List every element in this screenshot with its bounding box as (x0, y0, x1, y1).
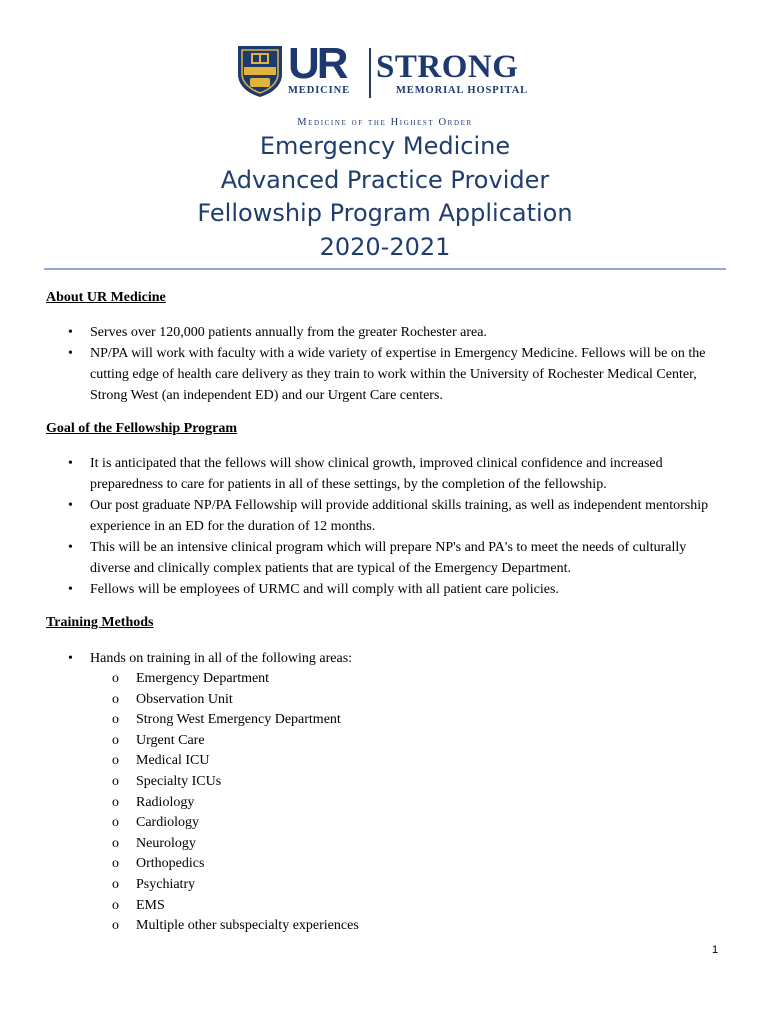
list-item (46, 343, 726, 406)
title-line: 2020-2021 (319, 232, 451, 261)
list-item-text: Our post graduate NP/PA Fellowship will provide additional skills training, as well as independent mentorship experience in an ED for the duration of 12 months. (90, 498, 709, 534)
list-item-text: This will be an intensive clinical program which will prepare NP's and PA's to meet the needs of culturally diverse and clinically complex patients that are typical of the Emergency Department. (90, 540, 687, 576)
training-list (46, 648, 726, 937)
training-area-text: EMS (136, 897, 165, 913)
training-area-text: Specialty ICUs (136, 773, 222, 789)
sub-bullet-icon: o (112, 815, 119, 831)
university-shield-icon (236, 44, 284, 98)
sub-bullet-icon: o (112, 835, 119, 851)
bullet-icon: • (68, 582, 73, 597)
bullet-icon: • (68, 325, 73, 340)
logo-divider (369, 48, 371, 98)
bullet-icon: • (68, 456, 73, 471)
logo-medicine-text: MEDICINE (288, 85, 351, 96)
training-area-text: Orthopedics (136, 856, 205, 872)
sub-bullet-icon: o (112, 712, 119, 728)
list-item-text: It is anticipated that the fellows will show clinical growth, improved clinical confidence and increased preparedness to care for patients in all of these settings, by the completion of the fellowship. (90, 456, 663, 492)
document-title (0, 130, 770, 264)
sub-bullet-icon: o (112, 794, 119, 810)
training-heading: Training Methods (46, 615, 154, 630)
training-area-text: Cardiology (136, 815, 199, 831)
training-area-item (90, 813, 726, 834)
logo-strong-text: STRONG (376, 49, 519, 85)
list-item (46, 579, 726, 600)
training-area-item (90, 772, 726, 793)
title-line: Emergency Medicine (259, 132, 511, 160)
logo-hospital-text: MEMORIAL HOSPITAL (396, 85, 529, 96)
training-area-text: Urgent Care (136, 732, 205, 748)
bullet-icon: • (68, 651, 73, 666)
training-area-text: Radiology (136, 794, 195, 810)
title-divider (44, 268, 726, 270)
title-line: Advanced Practice Provider (220, 165, 550, 194)
sub-bullet-icon: o (112, 856, 119, 872)
training-area-text: Observation Unit (136, 691, 233, 707)
about-heading: About UR Medicine (46, 290, 166, 305)
list-item-text: Hands on training in all of the following areas: (90, 651, 353, 666)
sub-bullet-icon: o (112, 671, 119, 686)
sub-bullet-icon: o (112, 691, 119, 707)
training-area-item (90, 731, 726, 752)
training-area-item (90, 896, 726, 917)
training-area-text: Multiple other subspecialty experiences (136, 918, 359, 934)
training-area-item (90, 751, 726, 772)
training-area-text: Emergency Department (136, 671, 270, 686)
training-area-text: Neurology (136, 835, 196, 851)
list-item (46, 495, 726, 537)
training-area-item (90, 834, 726, 855)
training-areas-list (90, 669, 726, 937)
sub-bullet-icon: o (112, 753, 119, 769)
list-item (46, 453, 726, 495)
logo-tagline: Medicine of the Highest Order (297, 117, 473, 128)
bullet-icon: • (68, 498, 73, 513)
list-item (46, 648, 726, 937)
training-area-item (90, 916, 726, 937)
bullet-icon: • (68, 346, 73, 361)
list-item-text: Fellows will be employees of URMC and will comply with all patient care policies. (90, 582, 559, 597)
bullet-icon: • (68, 540, 73, 555)
training-area-text: Medical ICU (136, 753, 210, 769)
sub-bullet-icon: o (112, 897, 119, 913)
goal-list (46, 453, 726, 600)
training-area-text: Psychiatry (136, 876, 196, 892)
page-number: 1 (712, 944, 719, 956)
training-area-item (90, 854, 726, 875)
list-item-text: NP/PA will work with faculty with a wide variety of expertise in Emergency Medicine. Fellows will be on the cutting edge of health care delivery as they train to work within the University of Rochester Medical Center, Strong West (an independent ED) and our Urgent Care centers. (90, 346, 706, 403)
sub-bullet-icon: o (112, 732, 119, 748)
list-item (46, 537, 726, 579)
about-list (46, 322, 726, 406)
training-area-item (90, 669, 726, 690)
sub-bullet-icon: o (112, 876, 119, 892)
training-area-text: Strong West Emergency Department (136, 712, 341, 728)
sub-bullet-icon: o (112, 918, 119, 934)
list-item-text: Serves over 120,000 patients annually from the greater Rochester area. (90, 325, 487, 340)
training-area-item (90, 710, 726, 731)
training-area-item (90, 690, 726, 711)
training-area-item (90, 793, 726, 814)
training-area-item (90, 875, 726, 896)
title-line: Fellowship Program Application (197, 199, 573, 227)
ur-medicine-logo (236, 39, 540, 100)
sub-bullet-icon: o (112, 773, 119, 789)
logo-ur-text: UR (288, 39, 346, 88)
goal-heading: Goal of the Fellowship Program (46, 421, 238, 436)
list-item (46, 322, 726, 343)
